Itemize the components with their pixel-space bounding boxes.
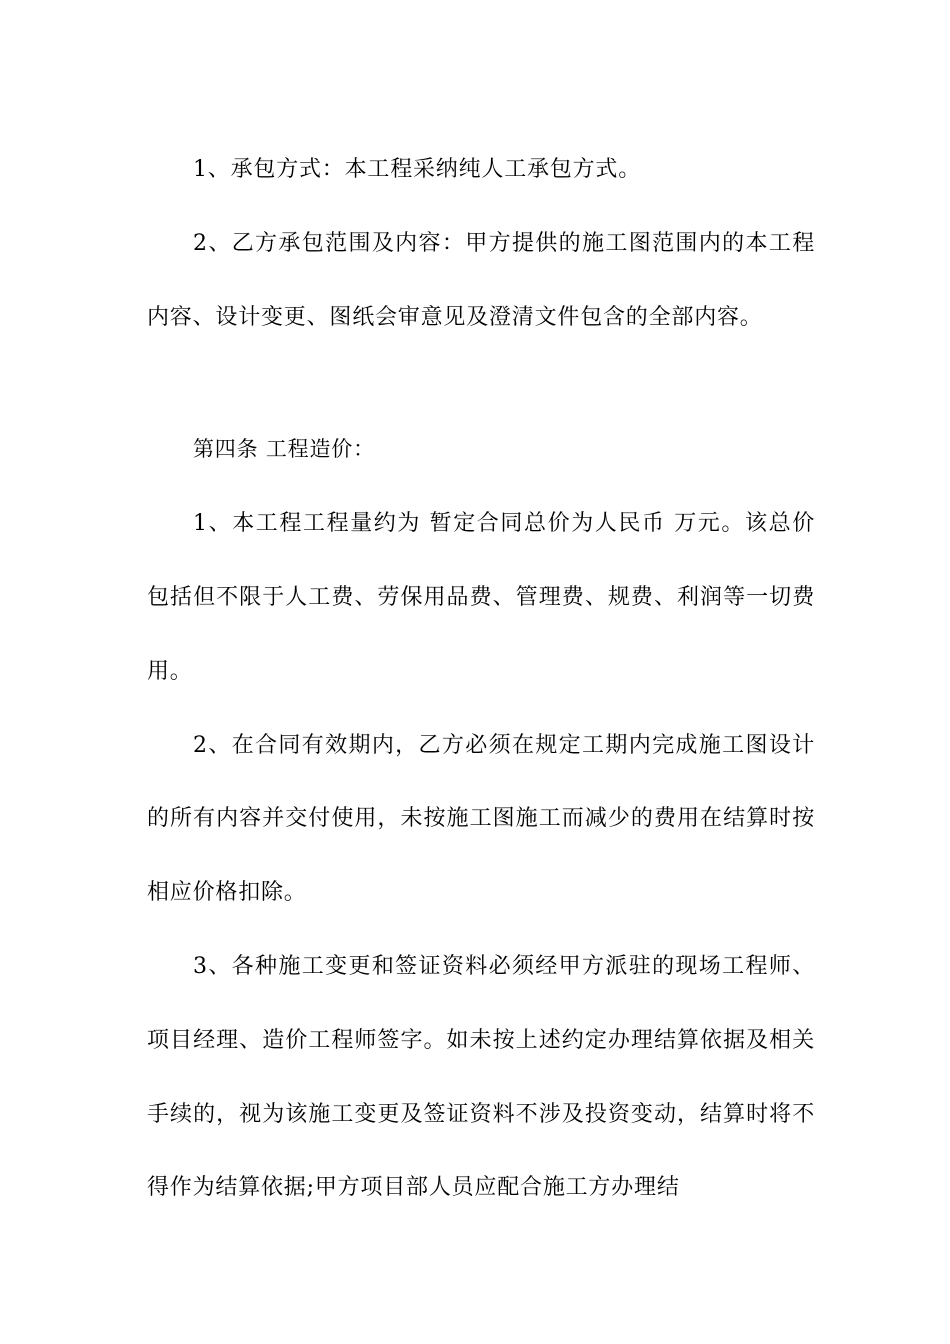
section-heading: 第四条 工程造价： (193, 437, 375, 462)
section-spacer (147, 354, 815, 413)
document-body (147, 133, 815, 1225)
clause-completion-deduction: 2、在合同有效期内，乙方必须在规定工期内完成施工图设计的所有内容并交付使用，未按施工图施工而减少的费用在结算时按相应价格扣除。 (147, 732, 815, 906)
clause-contract-price: 1、本工程工程量约为 暂定合同总价为人民币 万元。该总价包括但不限于人工费、劳保用品费、管理费、规费、利润等一切费用。 (147, 511, 815, 684)
clause-contract-method: 1、承包方式：本工程采纳纯人工承包方式。 (193, 157, 641, 182)
clause-change-signoff: 3、各种施工变更和签证资料必须经甲方派驻的现场工程师、项目经理、造价工程师签字。如未按上述约定办理结算依据及相关手续的，视为该施工变更及签证资料不涉及投资变动，结算时将不得作为结算依据;甲方项目部人员应配合施工方办理结 (147, 953, 815, 1201)
clause-contract-scope: 2、乙方承包范围及内容：甲方提供的施工图范围内的本工程内容、设计变更、图纸会审意见及澄清文件包含的全部内容。 (147, 230, 815, 330)
